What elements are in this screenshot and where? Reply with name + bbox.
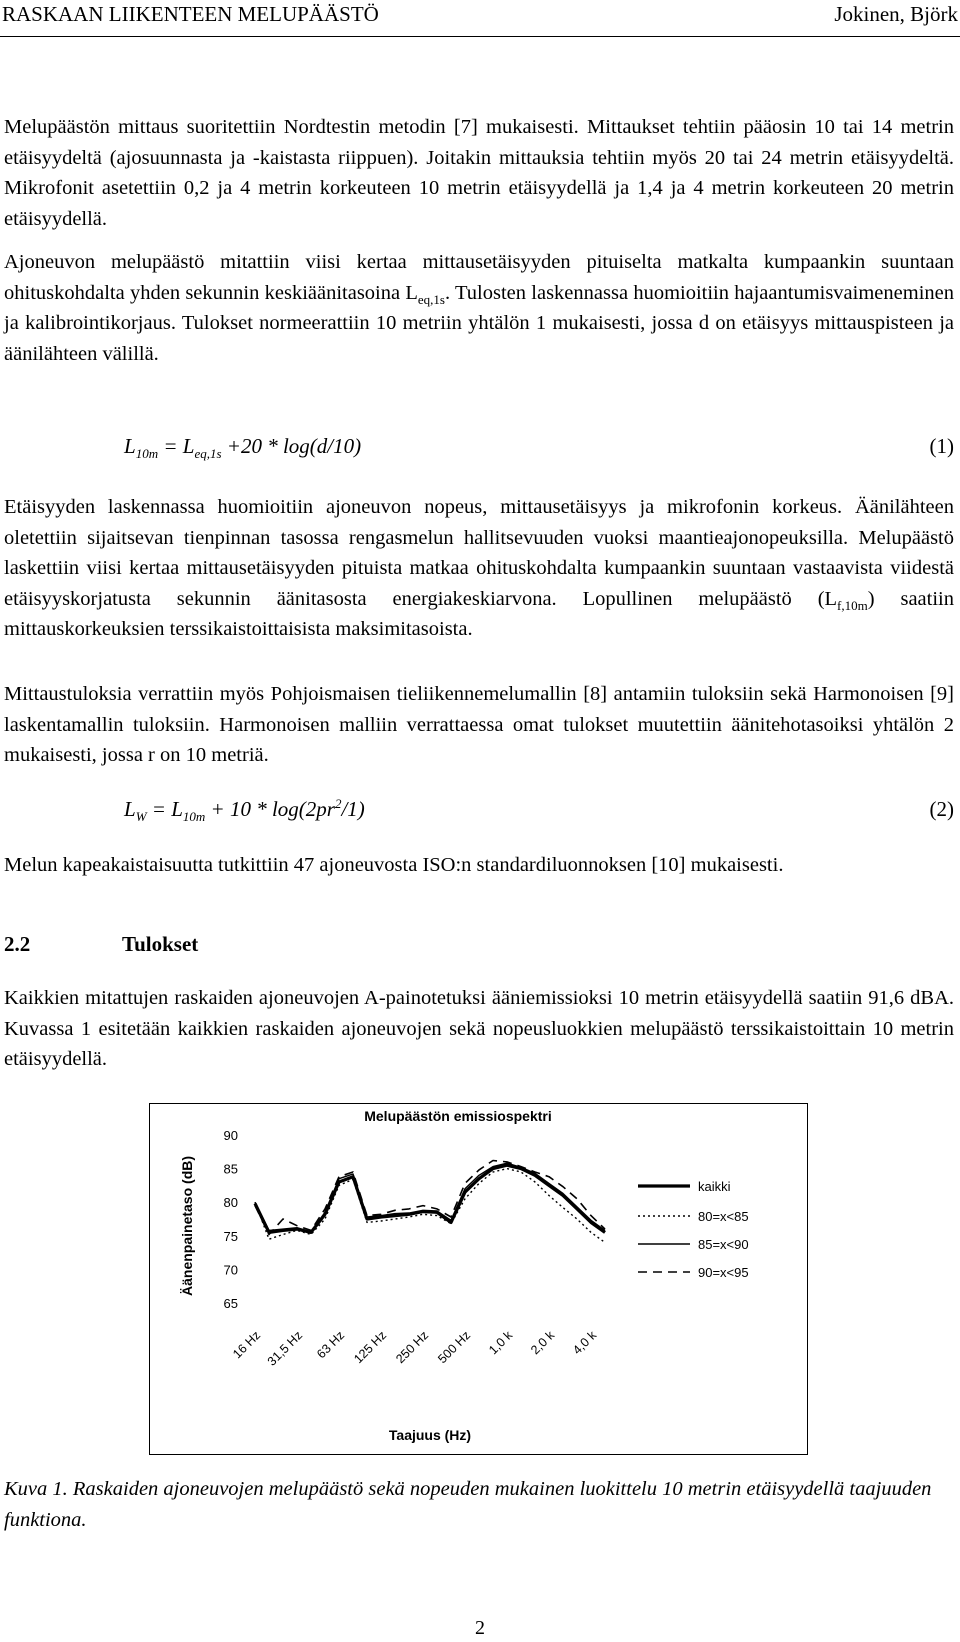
paragraph-distance-text-a: Etäisyyden laskennassa huomioitiin ajoneuvon nopeus, mittausetäisyys ja mikrofonin korkeus. Äänilähteen oletettiin sijaitsevan tienpinnan tasossa rengasmelun hallitsevuuden vuoksi maantieajonopeuksilla. Melupäästö laskettiin viisi kertaa mittausetäisyyden pituista matkaa ohituskohdalta kumpaankin suuntaan vastaavista viidestä etäisyyskorjatusta sekunnin äänitasosta energiakeskiarvona. Lopullinen melupäästö (L — [4, 496, 954, 610]
eq1-rsub: eq,1s — [194, 446, 222, 462]
chart-title: Melupäästön emissiospektri — [364, 1108, 552, 1124]
paragraph-narrowband: Melun kapeakaistaisuutta tutkittiin 47 ajoneuvosta ISO:n standardiluonnoksen [10] mukaisesti. — [4, 854, 784, 876]
header-authors: Jokinen, Björk — [834, 2, 958, 26]
emission-spectrum-chart — [149, 1103, 808, 1455]
y-tick-label: 85 — [223, 1161, 238, 1177]
paragraph-distance-text-b: ) saatiin mittauskorkeuksien terssikaistoittaisista maksimitasoista. — [4, 587, 954, 640]
eq2-rsub: 10m — [182, 809, 206, 825]
x-axis-label: Taajuus (Hz) — [388, 1427, 472, 1443]
x-tick-label: 31,5 Hz — [264, 1328, 306, 1369]
leq-subscript: eq,1s — [417, 291, 445, 307]
section-title: Tulokset — [122, 932, 199, 956]
x-tick-label: 16 Hz — [230, 1328, 264, 1362]
eq2-l: L — [124, 797, 136, 821]
legend-label: 80=x<85 — [698, 1209, 749, 1224]
y-tick-label: 70 — [223, 1262, 238, 1278]
paragraph-distance — [4, 492, 954, 645]
paragraph-measurement: Melupäästön mittaus suoritettiin Nordtestin metodin [7] mukaisesti. Mittaukset tehtiin pääosin 10 tai 14 metrin etäisyydeltä (ajosuunnasta ja -kaistasta riippuen). Joitakin mittauksia tehtiin myös 20 tai 24 metrin etäisyydeltä. Mikrofonit asetettiin 0,2 ja 4 metrin korkeuteen 10 metrin etäisyydellä ja 1,4 ja 4 metrin korkeuteen 20 metrin etäisyydellä. — [4, 116, 954, 230]
figure-caption: Kuva 1. Raskaiden ajoneuvojen melupäästö sekä nopeuden mukainen luokittelu 10 metrin etäisyydellä taajuuden funktiona. — [4, 1478, 932, 1531]
series-line-3 — [255, 1163, 605, 1232]
x-tick-label: 63 Hz — [314, 1328, 348, 1362]
paragraph-procedure-text-b: . Tulosten laskennassa huomioitiin hajaantumisvaimeneminen ja kalibrointikorjaus. Tulokset normeerattiin 10 metriin yhtälön 1 mukaisesti, jossa d on etäisyys mittauspisteen ja äänilähteen välillä. — [4, 281, 954, 365]
eq2-eq: = L — [146, 797, 183, 821]
x-tick-label: 125 Hz — [351, 1328, 390, 1367]
x-tick-label: 250 Hz — [393, 1328, 432, 1367]
y-tick-label: 75 — [223, 1228, 238, 1244]
eq2-lsub: W — [135, 809, 147, 825]
legend-label: kaikki — [698, 1179, 731, 1194]
eq1-lsub: 10m — [135, 446, 159, 462]
header-title: RASKAAN LIIKENTEEN MELUPÄÄSTÖ — [2, 2, 379, 26]
paragraph-results: Kaikkien mitattujen raskaiden ajoneuvojen A-painotetuksi ääniemissioksi 10 metrin etäisyydellä saatiin 91,6 dBA. Kuvassa 1 esitetään kaikkien raskaiden ajoneuvojen sekä nopeusluokkien melupäästö terssikaistoittain 10 metrin etäisyydellä. — [4, 987, 954, 1070]
eq2-end: /1) — [341, 797, 365, 821]
running-header — [0, 0, 960, 37]
paragraph-comparison: Mittaustuloksia verrattiin myös Pohjoismaisen tieliikennemelumallin [8] antamiin tuloksiin sekä Harmonoisen [9] laskentamallin tuloksiin. Harmonoisen malliin verrattaessa omat tulokset muutettiin äänitehotasoiksi yhtälön 2 mukaisesti, jossa r on 10 metriä. — [4, 683, 954, 766]
x-tick-label: 2,0 k — [528, 1328, 558, 1358]
eq2-number: (2) — [929, 797, 954, 821]
equation-2 — [124, 796, 954, 825]
y-tick-label: 65 — [223, 1296, 238, 1311]
y-axis-label: Äänenpainetaso (dB) — [179, 1155, 195, 1297]
x-tick-label: 500 Hz — [435, 1328, 474, 1367]
x-tick-label: 4,0 k — [570, 1328, 600, 1358]
chart-canvas — [150, 1104, 806, 1453]
eq1-l: L — [124, 434, 136, 458]
eq2-sup: 2 — [334, 796, 342, 811]
legend-label: 90=x<95 — [698, 1265, 749, 1280]
paragraph-procedure-text-a: Ajoneuvon melupäästö mitattiin viisi kertaa mittausetäisyyden pituiselta matkalta kumpaankin suuntaan ohituskohdalta yhden sekunnin keskiäänitasoina L — [4, 251, 954, 304]
lf-subscript: f,10m — [837, 597, 868, 613]
legend-label: 85=x<90 — [698, 1237, 749, 1252]
section-number: 2.2 — [4, 932, 31, 956]
eq2-rest: + 10 * log(2pr — [205, 797, 335, 821]
eq1-eq: = L — [158, 434, 195, 458]
y-tick-label: 80 — [223, 1195, 238, 1211]
section-heading — [4, 932, 199, 957]
equation-1 — [124, 434, 954, 462]
y-tick-label: 90 — [223, 1128, 238, 1143]
series-line-4 — [255, 1161, 605, 1235]
eq1-rest: +20 * log(d/10) — [221, 434, 362, 458]
page-number: 2 — [475, 1617, 485, 1639]
x-tick-label: 1,0 k — [486, 1328, 516, 1358]
paragraph-procedure — [4, 247, 954, 369]
eq1-number: (1) — [929, 434, 954, 458]
